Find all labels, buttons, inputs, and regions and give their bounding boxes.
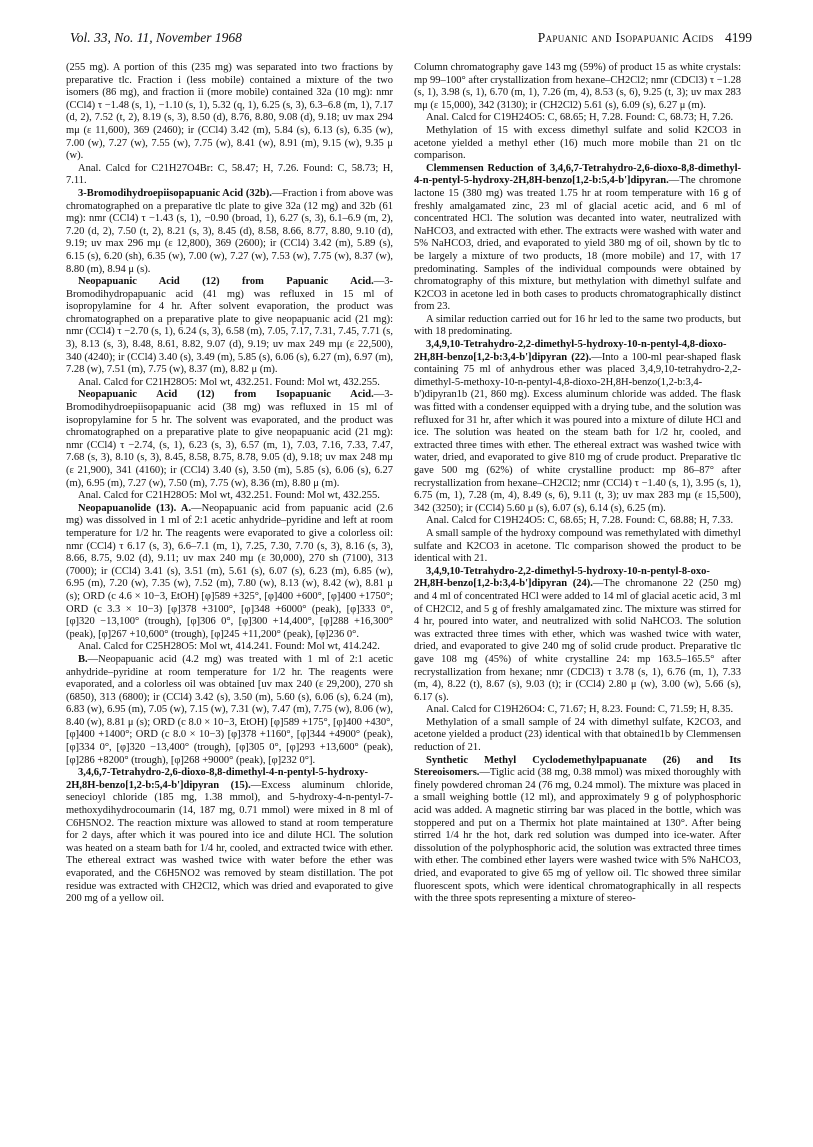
- paragraph-text: —3-Bromodihydropapuanic acid (41 mg) was refluxed in 15 ml of isopropylamine for 4 hr. After solvent evaporation, the product was chromatographed on a preparative plate to give neopapuanic acid (21 mg): nmr (CCl4) τ −2.70 (s, 1), 6.24 (s, 3), 6.58 (m), 7.05, 7.17, 7.31, 7.45, 7.71 (s, 3), 8.13 (s, 3), 8.48, 8.61, 8.82, 9.07 (d), 9.19; uv max 249 mμ (ε 22,500), 340 (4240); ir (CCl4) 3.40 (s), 3.49 (m), 5.85 (s), 6.06 (s), 6.27 (m), 6.97 (m), 7.28 (w), 7.51 (m), 7.75 (w), 8.37 (m), 8.82 μ (m).: [66, 276, 393, 376]
- paragraph-text: —3-Bromodihydroepiisopapuanic acid (38 mg) was refluxed in 15 ml of isopropylamine for 5 hr. The solvent was evaporated, and the product was chromatographed on a preparative plate to give neopapuanic acid (21 mg): nmr (CCl4) τ −2.74, (s, 1), 6.23 (s, 3), 6.57 (m, 1), 7.03, 7.16, 7.33, 7.47, 7.68 (s, 3), 8.10 (s, 3), 8.45, 8.58, 8.75, 8.78, 9.05 (d), 9.18; uv max 248 mμ (ε 21,900), 341 (4160); ir (CCl4) 3.40 (s), 3.50 (m), 5.85 (s), 6.06 (s), 6.27 (m), 6.95 (m), 7.27 (w), 7.50 (m), 7.75 (w), 8.36 (m), 8.80 μ (m).: [66, 389, 393, 489]
- journal-volume: Vol. 33, No. 11, November 1968: [70, 30, 242, 45]
- paragraph-text: Anal. Calcd for C19H26O4: C, 71.67; H, 8.23. Found: C, 71.59; H, 8.35.: [426, 704, 734, 716]
- paragraph-text: Anal. Calcd for C19H24O5: C, 68.65; H, 7.28. Found: C, 68.88; H, 7.33.: [426, 515, 734, 527]
- left-column: [66, 62, 393, 906]
- paragraph-text: —Fraction i from above was chromatographed on a preparative tlc plate to give 32a (12 mg) and 32b (61 mg): nmr (CCl4) τ −1.43 (s, 1), −0.90 (broad, 1), 6.27 (s, 3), 6.1–6.9 (m, 2), 7.20 (d, 2), 7.50 (t, 2), 8.21 (s, 3), 8.45 (d), 8.58, 8.66, 8.77, 8.80, 9.10 (d), 9.19; uv max 296 mμ (ε 12,800), 369 (2600); ir (CCl4) 3.42 (m), 5.89 (s), 6.15 (s), 6.20 (sh), 6.35 (w), 7.00 (w), 7.27 (w), 7.53 (w), 7.75 (w), 8.37 (w), 8.80 (m), 8.94 μ (s).: [66, 187, 393, 275]
- paragraph-text: (255 mg). A portion of this (235 mg) was separated into two fractions by preparative tlc. Fraction i (less mobile) contained a mixture of the two isomers (86 mg), and fraction ii (more mobile) contained 32a (10 mg): nmr (CCl4) τ −1.48 (s, 1), −1.10 (s, 1), 5.32 (q, 1), 6.25 (s, 3), 6.3–6.8 (m, 1), 7.17 (d, 2), 7.52 (t, 2), 8.19 (s, 3), 8.50 (d), 8.76, 8.80, 9.08 (d), 9.18; uv max 294 mμ (ε 11,600), 369 (2460); ir (CCl4) 3.42 (m), 5.84 (s), 6.13 (s), 6.35 (w), 7.00 (w), 7.27 (w), 7.55 (w), 7.75 (w), 8.41 (w), 8.91 (m), 9.15 (w), 9.35 μ (w).: [66, 62, 393, 162]
- paragraph: [66, 389, 393, 490]
- paragraph-text: —Excess aluminum chloride, senecioyl chloride (185 mg, 1.38 mmol), and 5-hydroxy-4-n-pentyl-7-methoxydihydrocoumarin (14, 187 mg, 0.71 mmol) were mixed in 8 ml of C6H5NO2. The reaction mixture was allowed to stand at room temperature for 2 days, after which it was poured into ice and dilute HCl. The solution was heated on a steam bath for 1/4 hr, cooled, and extracted twice with ether. The ethereal extract was washed twice with water before the ether was evaporated, and the C6H5NO2 was removed by steam distillation. The pot residue was extracted with CH2Cl2, which was dried and evaporated to give 200 mg of a yellow oil.: [66, 779, 394, 905]
- paragraph: [66, 377, 393, 390]
- paragraph: [66, 641, 393, 654]
- paragraph-heading: Neopapuanic Acid (12) from Papuanic Acid.: [78, 276, 374, 288]
- paragraph-heading: Neopapuanolide (13). A.: [78, 502, 192, 514]
- running-head: [538, 30, 752, 46]
- paragraph-text: Column chromatography gave 143 mg (59%) of product 15 as white crystals: mp 99–100° after crystallization from hexane–CH2Cl2; nmr (CDCl3) τ −1.28 (s, 1), 3.98 (s, 1), 6.70 (m, 1), 7.26 (m, 4), 8.53 (s, 6), 9.25 (t, 3); uv max 283 mμ (ε 15,000), 342 (3130); ir (CH2Cl2) 5.61 (s), 6.09 (s), 6.27 μ (m).: [414, 62, 741, 111]
- paragraph: [414, 717, 741, 755]
- paragraph-text: —The chromone lactone 15 (380 mg) was treated 1.75 hr at room temperature with 16 g of freshly amalgamated zinc, 23 ml of glacial acetic acid, and 6 ml of concentrated HCl. The solution was decanted into water, neutralized with NaHCO3, and extracted with ether. The extracts were washed with water and 5% NaHCO3, dried, and evaporated to yield 380 mg of oil, shown by tlc to be largely a mixture of two products, 18 (more mobile) and 17, with 17 predominating. Samples of the individual compounds were obtained by chromatography of this mixture, but methylation with dimethyl sulfate and K2CO3 in acetone led in both cases to products chromatographically distinct from 23.: [414, 175, 741, 313]
- paragraph: [414, 528, 741, 566]
- paragraph: [66, 503, 393, 642]
- paragraph-text: Anal. Calcd for C21H28O5: Mol wt, 432.251. Found: Mol wt, 432.255.: [78, 376, 380, 388]
- page-number: 4199: [725, 30, 752, 45]
- page-header: [70, 30, 752, 50]
- paragraph-heading: 3,4,9,10-Tetrahydro-2,2-dimethyl-5-hydroxy-10-n-pentyl-4,8-dioxo-2H,8H-benzo[1,2-b:3,4-b']dipyran (22).: [414, 339, 727, 363]
- paragraph: [414, 704, 741, 717]
- paragraph: [414, 62, 741, 112]
- paragraph-text: Anal. Calcd for C21H28O5: Mol wt, 432.251. Found: Mol wt, 432.255.: [78, 490, 380, 502]
- paragraph-text: A similar reduction carried out for 16 hr led to the same two products, but with 18 predominating.: [414, 313, 741, 338]
- paragraph: [414, 163, 741, 314]
- paragraph-heading: 3-Bromodihydroepiisopapuanic Acid (32b).: [78, 187, 272, 199]
- paragraph: [414, 566, 741, 705]
- paragraph-text: Methylation of 15 with excess dimethyl sulfate and solid K2CO3 in acetone yielded a methyl ether (16) much more mobile than 21 on tlc comparison.: [414, 124, 741, 162]
- paragraph-text: Anal. Calcd for C21H27O4Br: C, 58.47; H, 7.26. Found: C, 58.73; H, 7.11.: [66, 162, 393, 187]
- paragraph-heading: 3,4,9,10-Tetrahydro-2,2-dimethyl-5-hydroxy-10-n-pentyl-8-oxo-2H,8H-benzo[1,2-b:3,4-b']dipyran (24).: [414, 565, 710, 590]
- paragraph-heading: Synthetic Methyl Cyclodemethylpapuanate (26) and Its Stereoisomers.: [414, 754, 741, 779]
- paragraph-heading: 3,4,6,7-Tetrahydro-2,6-dioxo-8,8-dimethyl-4-n-pentyl-5-hydroxy-2H,8H-benzo[1,2-b:5,4-b']dipyran (15).: [66, 767, 369, 791]
- paragraph: [414, 314, 741, 339]
- paragraph-text: Anal. Calcd for C19H24O5: C, 68.65; H, 7.28. Found: C, 68.73; H, 7.26.: [426, 112, 734, 124]
- paragraph: [414, 125, 741, 163]
- paragraph: [66, 163, 393, 188]
- paragraph: [66, 767, 393, 906]
- paragraph: [66, 490, 393, 503]
- paragraph: [66, 188, 393, 276]
- paragraph-text: Methylation of a small sample of 24 with dimethyl sulfate, K2CO3, and acetone yielded a product (23) identical with that obtained1b by Clemmensen reduction of 21.: [414, 716, 741, 754]
- paragraph: [66, 62, 393, 163]
- paragraph-text: —Tiglic acid (38 mg, 0.38 mmol) was mixed thoroughly with finely powdered chroman 24 (76 mg, 0.24 mmol). The mixture was placed in a small weighing bottle (12 ml), and approximately 9 g of polyphosphoric acid was added. A magnetic stirring bar was placed in the bottle, which was stoppered and put on a Thermix hot plate maintained at 130°. After being stirred 1/4 hr the hot, dark red solution was dumped into ice-water. After dissolution of the polyphosphoric acid, the solution was extracted three times with ether. The combined ether layers were washed twice with 5% NaHCO3, dried, and evaporated to give 65 mg of yellow oil. Tlc showed three similar fluorescent spots, which were identical chromatographically in all respects with the three spots representing a mixture of stereo-: [414, 767, 741, 905]
- paragraph: [414, 339, 741, 515]
- right-column: [414, 62, 741, 906]
- paragraph: [414, 515, 741, 528]
- paragraph: [414, 112, 741, 125]
- paragraph: [414, 755, 741, 906]
- paragraph-text: Anal. Calcd for C25H28O5: Mol wt, 414.241. Found: Mol wt, 414.242.: [78, 641, 380, 653]
- paragraph: [66, 276, 393, 377]
- paragraph-text: —Into a 100-ml pear-shaped flask containing 75 ml of anhydrous ether was placed 3,4,9,10-tetrahydro-2,2-dimethyl-5-methoxy-10-n-pentyl-4,8-dioxo-2H,8H-benzo(1,2-b:3,4-b')dipyran1b (21, 860 mg). Excess aluminum chloride was added. The flask was fitted with a condenser equipped with a drying tube, and the solution was refluxed for 31 hr, after which it was poured into a mixture of dilute HCl and ice. The solution was heated on the steam bath for 1/2 hr, cooled, and extracted three times with ether. The ethereal extract was washed twice with water, dried, and evaporated to give 810 mg of crude product. Preparative tlc gave 500 mg (62%) of white crystalline product: mp 86–87° after recrystallization from hexane–CH2Cl2; nmr (CCl4) τ −1.40 (s, 1), 3.95 (s, 1), 6.75 (m, 1), 7.28 (m, 4), 8.49 (s, 6), 9.11 (t, 3); uv max 283 mμ (ε 15,500), 342 (3250); ir (CCl4) 5.60 μ (s), 6.07 (s), 6.14 (s), 6.25 (m).: [414, 351, 742, 514]
- paragraph-text: A small sample of the hydroxy compound was remethylated with dimethyl sulfate and K2CO3 in acetone. Tlc comparison showed the product to be identical with 21.: [414, 527, 741, 565]
- paragraph-text: —The chromanone 22 (250 mg) and 4 ml of concentrated HCl were added to 14 ml of glacial acetic acid, 3 ml of CH2Cl2, and 5 g of freshly amalgamated zinc. The mixture was stirred for 4 hr, poured into water, and neutralized with solid NaHCO3. The solution was extracted three times with ether, which was washed twice with water, dried, and evaporated to give 240 mg of solid crude product. Preparative tlc gave 108 mg (45%) of white crystalline 24: mp 163.5–165.5° after recrystallization from hexane; nmr (CDCl3) τ 3.78 (s, 1), 6.76 (m, 1), 7.33 (m, 4), 8.22 (t), 8.67 (s), 9.03 (t); ir (CCl4) 2.80 μ (w), 3.00 (w), 5.66 (s), 6.17 (s).: [414, 578, 741, 703]
- paragraph: [66, 654, 393, 767]
- paragraph-text: —Neopapuanic acid (4.2 mg) was treated with 1 ml of 2:1 acetic anhydride–pyridine at room temperature for 1/2 hr. The reagents were evaporated, and a colorless oil was obtained [uv max 240 (ε 29,200), 270 sh (6850), 313 (6800); ir (CCl4) 3.42 (s), 3.50 (m), 5.60 (s), 6.06 (s), 6.24 (m), 6.83 (w), 6.95 (m), 7.05 (w), 7.15 (w), 7.31 (w), 7.47 (m), 7.75 (w), 8.06 (w), 8.40 (w), 8.81 μ (s); ORD (c 8.0 × 10−3, EtOH) [φ]589 +175°, [φ]400 +430°, [φ]400 +1400°; ORD (c 8.0 × 10−3) [φ]378 +1160°, [φ]344 +4900° (peak), [φ]334 0°, [φ]320 −13,400° (trough), [φ]305 0°, [φ]293 +13,600° (peak), [φ]286 +8200° (trough), [φ]268 +9000° (peak), [φ]232 0°].: [66, 653, 393, 766]
- paragraph-heading: Clemmensen Reduction of 3,4,6,7-Tetrahydro-2,6-dioxo-8,8-dimethyl-4-n-pentyl-5-hydroxy-2H,8H-benzo[1,2-b:5,4-b']dipyran.: [414, 162, 741, 187]
- paragraph-text: —Neopapuanic acid from papuanic acid (2.6 mg) was dissolved in 1 ml of 2:1 acetic anhydride–pyridine and left at room temperature for 1/2 hr. The reagents were evaporated to give a colorless oil: nmr (CCl4) τ 6.17 (s, 3), 6.6–7.1 (m, 1), 7.25, 7.30, 7.70 (s, 3), 8.16 (s, 3), 8.66, 8.75, 9.02 (d), 9.11; uv max 240 mμ (ε 30,000), 270 sh (7100), 313 (7000); ir (CCl4) 3.41 (s), 3.51 (m), 5.61 (s), 6.07 (s), 6.23 (m), 6.85 (w), 6.95 (m), 7.20 (w), 7.35 (w), 7.52 (m), 7.80 (w), 8.13 (w), 8.42 (w), 8.81 μ (s); ORD (c 4.6 × 10−3, EtOH) [φ]589 +325°, [φ]400 +600°, [φ]400 +1750°; ORD (c 3.3 × 10−3) [φ]378 +3100°, [φ]348 +6000° (peak), [φ]333 0°, [φ]320 −13,100° (trough), [φ]306 0°, [φ]300 +14,400°, [φ]288 +16,300° (peak), [φ]267 +10,600° (trough), [φ]245 +11,200° (peak), [φ]236 0°.: [66, 502, 393, 640]
- paragraph-heading: B.: [78, 653, 88, 665]
- paragraph-heading: Neopapuanic Acid (12) from Isopapuanic Acid.: [78, 389, 374, 401]
- running-title: Papuanic and Isopapuanic Acids: [537, 30, 714, 45]
